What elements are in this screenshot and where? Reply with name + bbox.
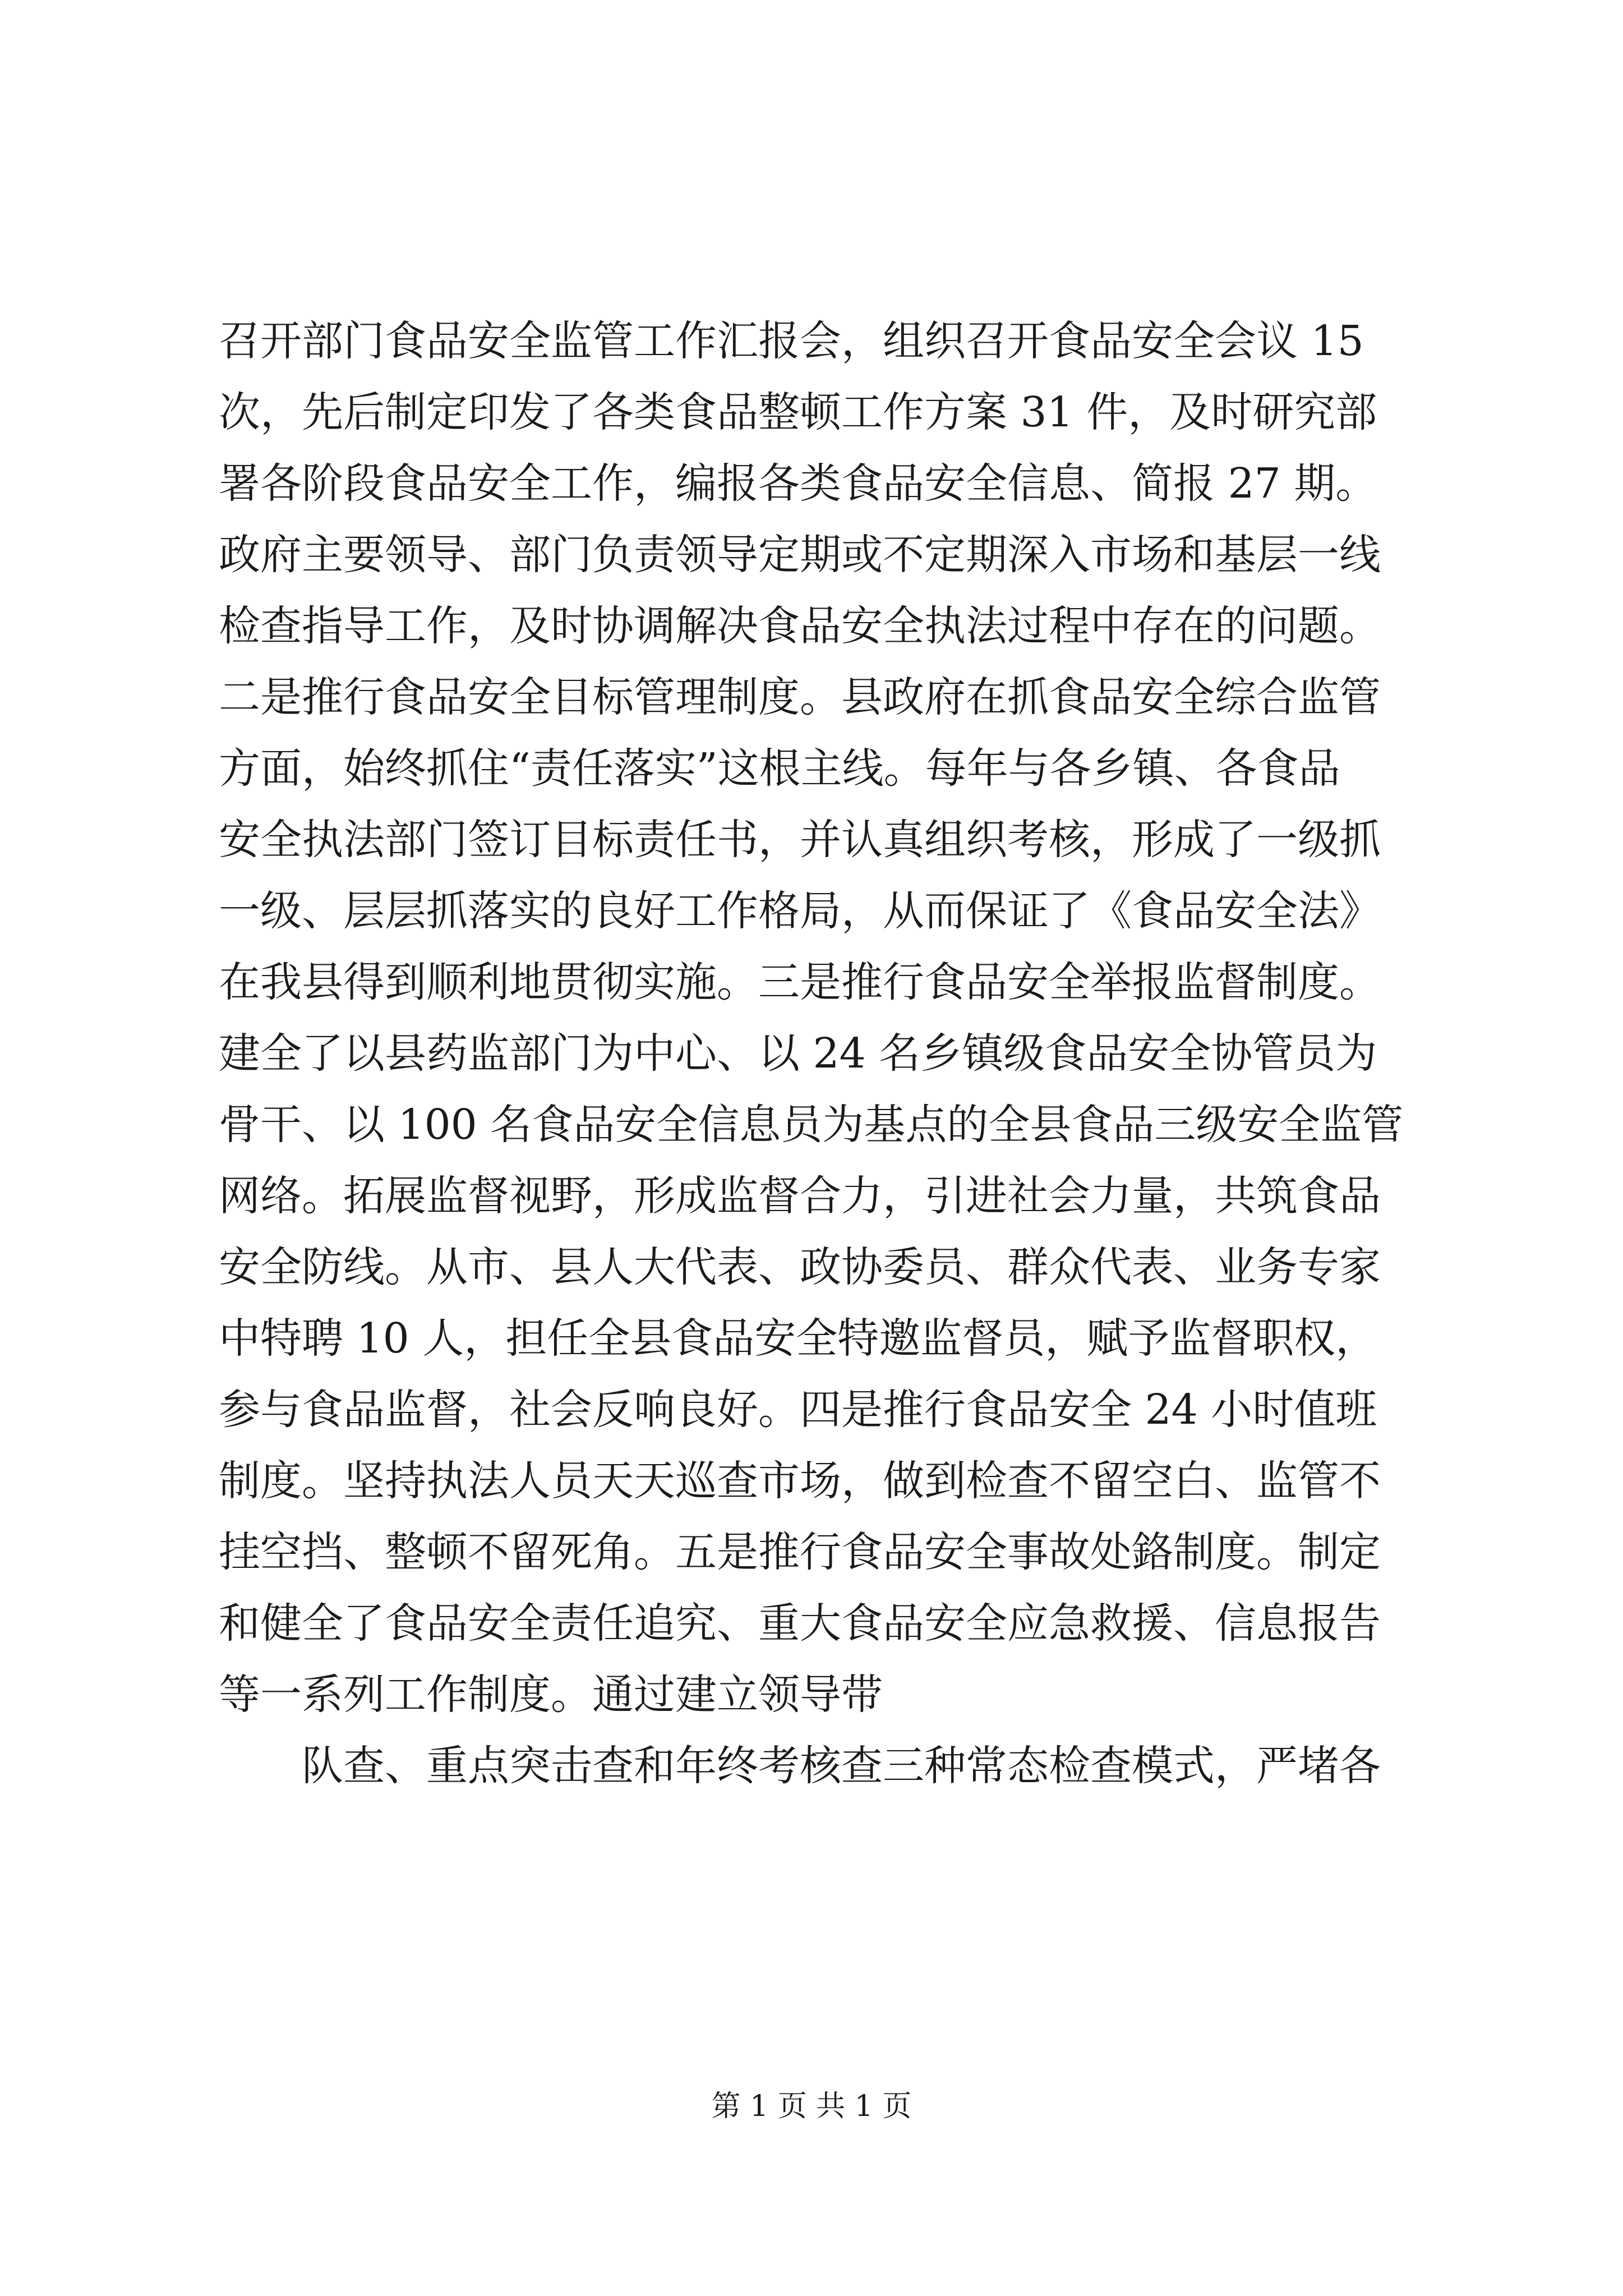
text-line: 署各阶段食品安全工作，编报各类食品安全信息、简报 27 期。 (219, 459, 1377, 508)
text-line: 参与食品监督，社会反响良好。四是推行食品安全 24 小时值班 (219, 1386, 1377, 1434)
text-line: 制度。坚持执法人员天天巡查市场，做到检查不留空白、监管不 (219, 1457, 1381, 1505)
text-line: 次，先后制定印发了各类食品整顿工作方案 31 件，及时研究部 (219, 388, 1377, 436)
paragraph-1 (219, 306, 1408, 1731)
text-line: 等一系列工作制度。通过建立领导带 (219, 1671, 883, 1719)
text-line: 安全防线。从市、县人大代表、政协委员、群众代表、业务专家 (219, 1243, 1381, 1291)
text-line: 召开部门食品安全监管工作汇报会，组织召开食品安全会议 15 (219, 317, 1364, 365)
text-line: 政府主要领导、部门负责领导定期或不定期深入市场和基层一线 (219, 531, 1381, 579)
paragraph-2 (219, 1731, 1408, 1802)
text-line: 建全了以县药监部门为中心、以 24 名乡镇级食品安全协管员为 (219, 1029, 1377, 1078)
text-line: 在我县得到顺利地贯彻实施。三是推行食品安全举报监督制度。 (219, 958, 1381, 1006)
text-line: 骨干、以 100 名食品安全信息员为基点的全县食品三级安全监管 (219, 1101, 1404, 1149)
text-line: 方面，始终抓住“责任落实”这根主线。每年与各乡镇、各食品 (219, 744, 1340, 793)
text-line: 队查、重点突击查和年终考核查三种常态检查模式，严堵各 (302, 1742, 1381, 1790)
text-line: 和健全了食品安全责任追究、重大食品安全应急救援、信息报告 (219, 1599, 1381, 1648)
text-line: 二是推行食品安全目标管理制度。县政府在抓食品安全综合监管 (219, 673, 1381, 721)
text-line: 检查指导工作，及时协调解决食品安全执法过程中存在的问题。 (219, 602, 1381, 650)
text-line: 挂空挡、整顿不留死角。五是推行食品安全事故处鉻制度。制定 (219, 1528, 1381, 1576)
page-footer (0, 2087, 1623, 2126)
text-line: 中特聘 10 人，担任全县食品安全特邀监督员，赋予监督职权， (219, 1314, 1377, 1363)
text-line: 一级、层层抓落实的良好工作格局，从而保证了《食品安全法》 (219, 887, 1381, 935)
document-body (219, 306, 1408, 1802)
text-line: 网络。拓展监督视野，形成监督合力，引进社会力量，共筑食品 (219, 1172, 1381, 1220)
page-number: 第 1 页 共 1 页 (711, 2090, 912, 2123)
text-line: 安全执法部门签订目标责任书，并认真组织考核，形成了一级抓 (219, 816, 1381, 864)
